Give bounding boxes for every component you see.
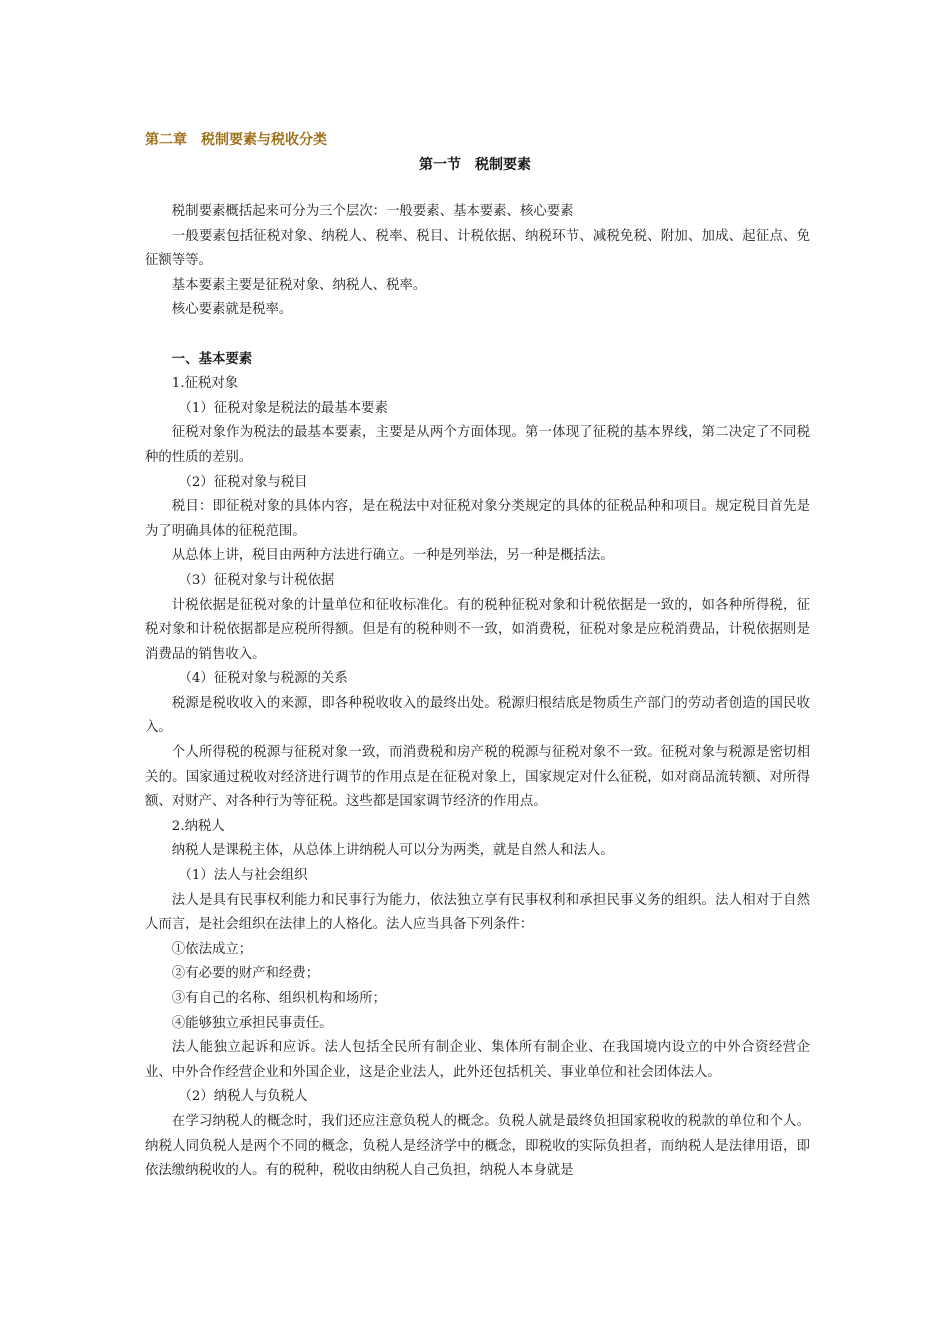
subheading-2: （2）征税对象与税目 — [178, 474, 308, 490]
list-item: ③有自己的名称、组织机构和场所； — [171, 991, 387, 1006]
chapter-title: 第二章 税制要素与税收分类 — [145, 132, 327, 148]
paragraph-basic-elements: 基本要素主要是征税对象、纳税人、税率。 — [171, 277, 427, 293]
subheading-3: （3）征税对象与计税依据 — [178, 572, 335, 588]
paragraph-legal-person-types: 法人能独立起诉和应诉。法人包括全民所有制企业、集体所有制企业、在我国境内设立的中外合资经营企业、中外合作经营企业和外国企业，这是企业法人，此外还包括机关、事业单位和社会团体法人。 — [145, 1040, 810, 1080]
paragraph-tax-item-methods: 从总体上讲，税目由两种方法进行确立。一种是列举法，另一种是概括法。 — [171, 548, 614, 564]
paragraph-tax-source: 税源是税收收入的来源，即各种税收收入的最终出处。税源归根结底是物质生产部门的劳动者创造的国民收入。 — [145, 695, 810, 736]
subheading-tax-bearer: （2）纳税人与负税人 — [178, 1089, 308, 1105]
paragraph-tax-object: 征税对象作为税法的最基本要素，主要是从两个方面体现。第一体现了征税的基本界线，第二决定了不同税种的性质的差别。 — [145, 425, 810, 465]
paragraph-taxpayer: 纳税人是课税主体，从总体上讲纳税人可以分为两类，就是自然人和法人。 — [171, 843, 614, 859]
subheading-1: （1）征税对象是税法的最基本要素 — [178, 400, 388, 416]
paragraph-core-element: 核心要素就是税率。 — [171, 302, 293, 318]
spacer — [145, 323, 810, 348]
paragraph-levels: 税制要素概括起来可分为三个层次：一般要素、基本要素、核心要素 — [171, 204, 574, 219]
subheading-4: （4）征税对象与税源的关系 — [178, 671, 348, 687]
paragraph-legal-person: 法人是具有民事权利能力和民事行为能力，依法独立享有民事权利和承担民事义务的组织。法人相对于自然人而言，是社会组织在法律上的人格化。法人应当具备下列条件： — [145, 892, 810, 933]
section-title: 第一节 税制要素 — [419, 157, 531, 173]
list-item: ②有必要的财产和经费； — [171, 966, 320, 982]
paragraph-general-elements: 一般要素包括征税对象、纳税人、税率、税目、计税依据、纳税环节、减税免税、附加、加成、起征点、免征额等等。 — [145, 228, 810, 269]
paragraph-tax-item: 税目：即征税对象的具体内容，是在税法中对征税对象分类规定的具体的征税品种和项目。规定税目首先是为了明确具体的征税范围。 — [145, 499, 810, 539]
subheading-legal-person: （1）法人与社会组织 — [178, 868, 308, 884]
paragraph-tax-source-relation: 个人所得税的税源与征税对象一致，而消费税和房产税的税源与征税对象不一致。征税对象与税源是密切相关的。国家通过税收对经济进行调节的作用点是在征税对象上，国家规定对什么征税，如对商品流转额、对所得额、对财产、对各种行为等征税。这些都是国家调节经济的作用点。 — [145, 745, 810, 810]
heading-basic-elements: 一、基本要素 — [171, 351, 253, 367]
subheading-tax-object: 1.征税对象 — [171, 376, 239, 392]
paragraph-tax-bearer: 在学习纳税人的概念时，我们还应注意负税人的概念。负税人就是最终负担国家税收的税款的单位和个人。纳税人同负税人是两个不同的概念，负税人是经济学中的概念，即税收的实际负担者，而纳税人是法律用语，即依法缴纳税收的人。有的税种，税收由纳税人自己负担，纳税人本身就是 — [145, 1113, 810, 1179]
subheading-taxpayer: 2.纳税人 — [171, 818, 225, 834]
list-item: ④能够独立承担民事责任。 — [171, 1015, 333, 1031]
list-item: ①依法成立； — [171, 941, 253, 957]
document-body — [145, 200, 810, 1184]
paragraph-tax-basis: 计税依据是征税对象的计量单位和征收标准化。有的税种征税对象和计税依据是一致的，如各种所得税，征税对象和计税依据都是应税所得额。但是有的税种则不一致，如消费税，征税对象是应税消费品，计税依据则是消费品的销售收入。 — [145, 597, 810, 662]
